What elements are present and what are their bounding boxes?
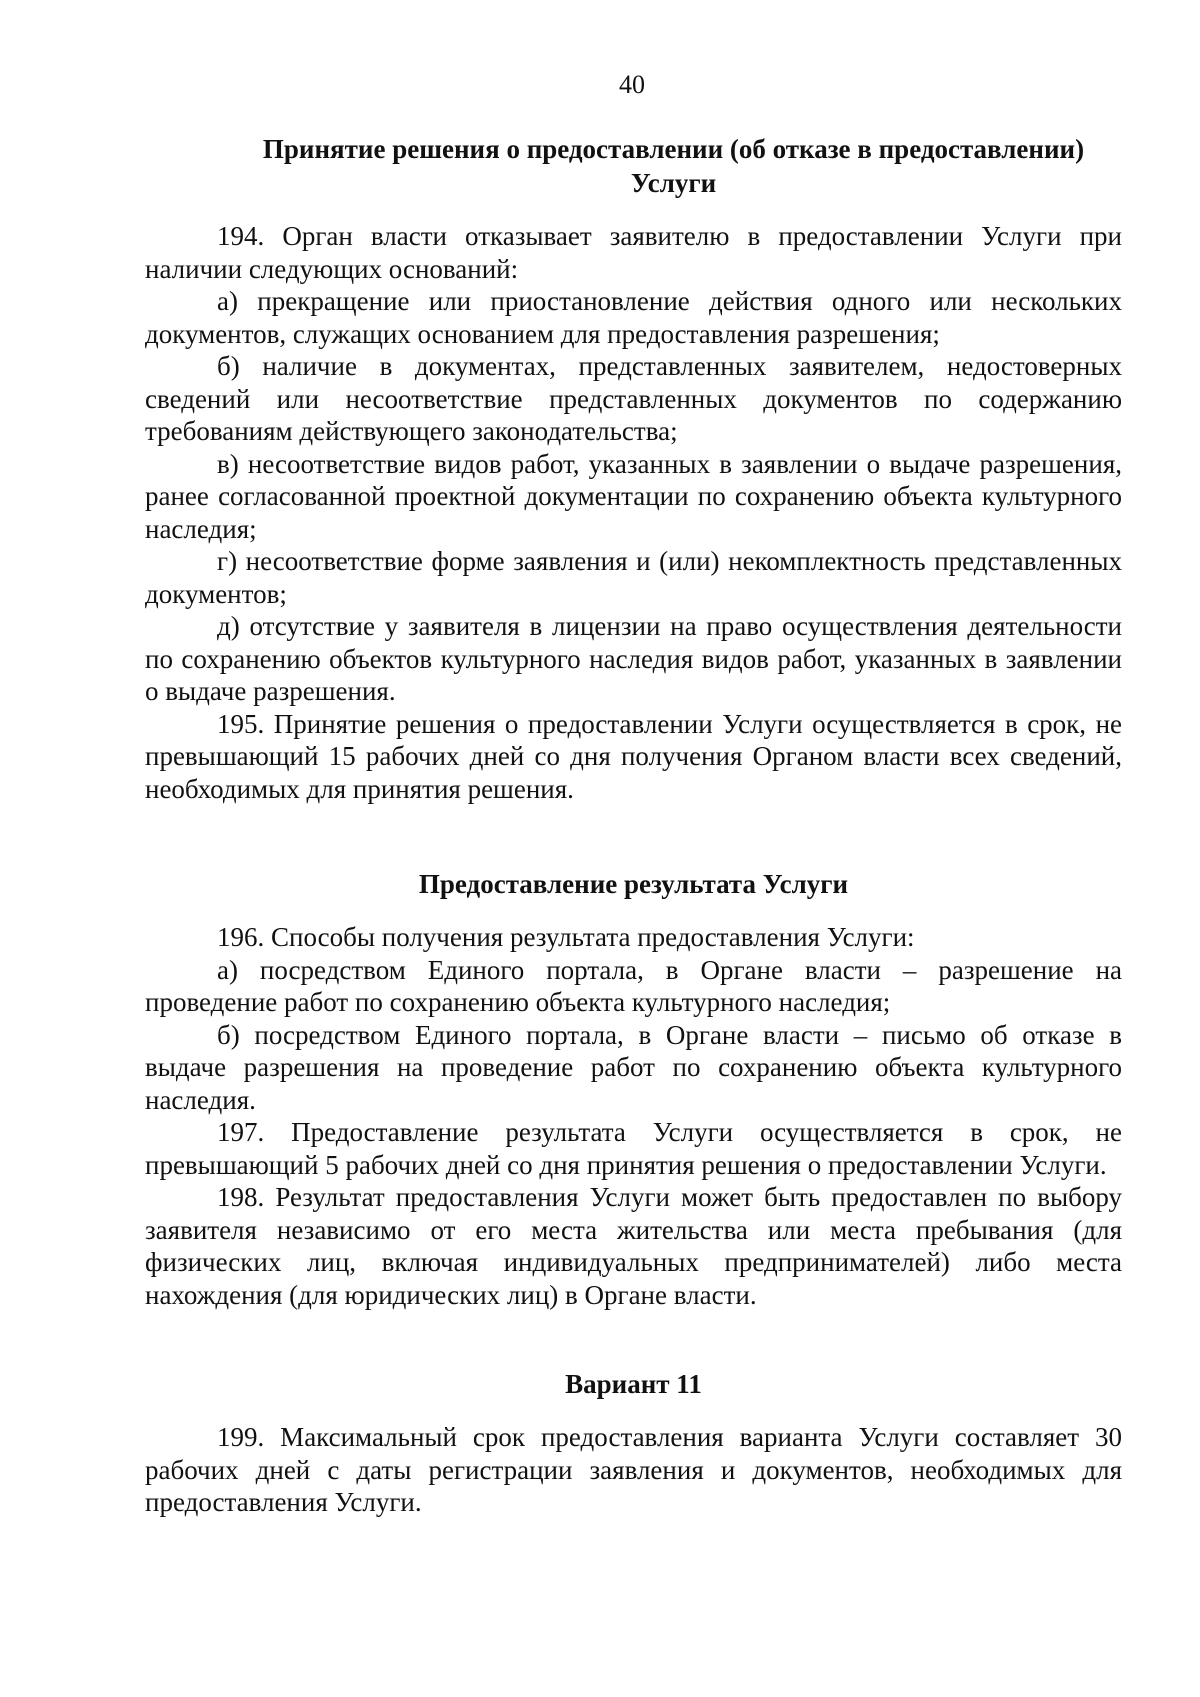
paragraph-194-a: а) прекращение или приостановление действия одного или нескольких документов, служащих основанием для предоставления разрешения; xyxy=(145,286,1122,349)
paragraph-194-v: в) несоответствие видов работ, указанных в заявлении о выдаче разрешения, ранее согласованной проектной документации по сохранению объекта культурного наследия; xyxy=(145,448,1122,544)
paragraph-197: 197. Предоставление результата Услуги осуществляется в срок, не превышающий 5 рабочих дней со дня принятия решения о предоставлении Услуги. xyxy=(145,1117,1122,1180)
section-variant-11 xyxy=(145,1367,1122,1519)
paragraph-196: 196. Способы получения результата предоставления Услуги: xyxy=(217,922,915,952)
section-result xyxy=(145,867,1122,1311)
page-number: 40 xyxy=(619,70,645,99)
section-heading xyxy=(185,132,1162,200)
paragraph-194: 194. Орган власти отказывает заявителю в предоставлении Услуги при наличии следующих оснований: xyxy=(145,221,1122,284)
section-heading xyxy=(145,867,1122,901)
paragraph-194-d: д) отсутствие у заявителя в лицензии на право осуществления деятельности по сохранению объектов культурного наследия видов работ, указанных в заявлении о выдаче разрешения. xyxy=(145,611,1122,706)
heading-line: Принятие решения о предоставлении (об отказе в предоставлении) xyxy=(262,134,1085,164)
paragraph-198: 198. Результат предоставления Услуги может быть предоставлен по выбору заявителя независимо от его места жительства или места пребывания (для физических лиц, включая индивидуальных предпринимателей) либо места нахождения (для юридических лиц) в Органе власти. xyxy=(145,1182,1122,1310)
heading-line: Услуги xyxy=(630,168,717,198)
paragraph-194-g: г) несоответствие форме заявления и (или) некомплектность представленных документов; xyxy=(145,546,1122,609)
section-decision xyxy=(145,132,1122,805)
paragraph-196-a: а) посредством Единого портала, в Органе власти – разрешение на проведение работ по сохранению объекта культурного наследия; xyxy=(145,954,1122,1017)
paragraph-194-b: б) наличие в документах, представленных заявителем, недостоверных сведений или несоответствие представленных документов по содержанию требованиям действующего законодательства; xyxy=(145,351,1122,446)
heading-line: Предоставление результата Услуги xyxy=(418,869,849,899)
paragraph-195: 195. Принятие решения о предоставлении Услуги осуществляется в срок, не превышающий 15 рабочих дней со дня получения Органом власти всех сведений, необходимых для принятия решения. xyxy=(145,708,1122,804)
document-body xyxy=(145,132,1122,1519)
paragraph-199: 199. Максимальный срок предоставления варианта Услуги составляет 30 рабочих дней с даты регистрации заявления и документов, необходимых для предоставления Услуги. xyxy=(145,1422,1122,1517)
paragraph-196-b: б) посредством Единого портала, в Органе власти – письмо об отказе в выдаче разрешения на проведение работ по сохранению объекта культурного наследия. xyxy=(145,1019,1122,1115)
heading-line: Вариант 11 xyxy=(565,1369,702,1399)
section-heading xyxy=(145,1367,1122,1401)
